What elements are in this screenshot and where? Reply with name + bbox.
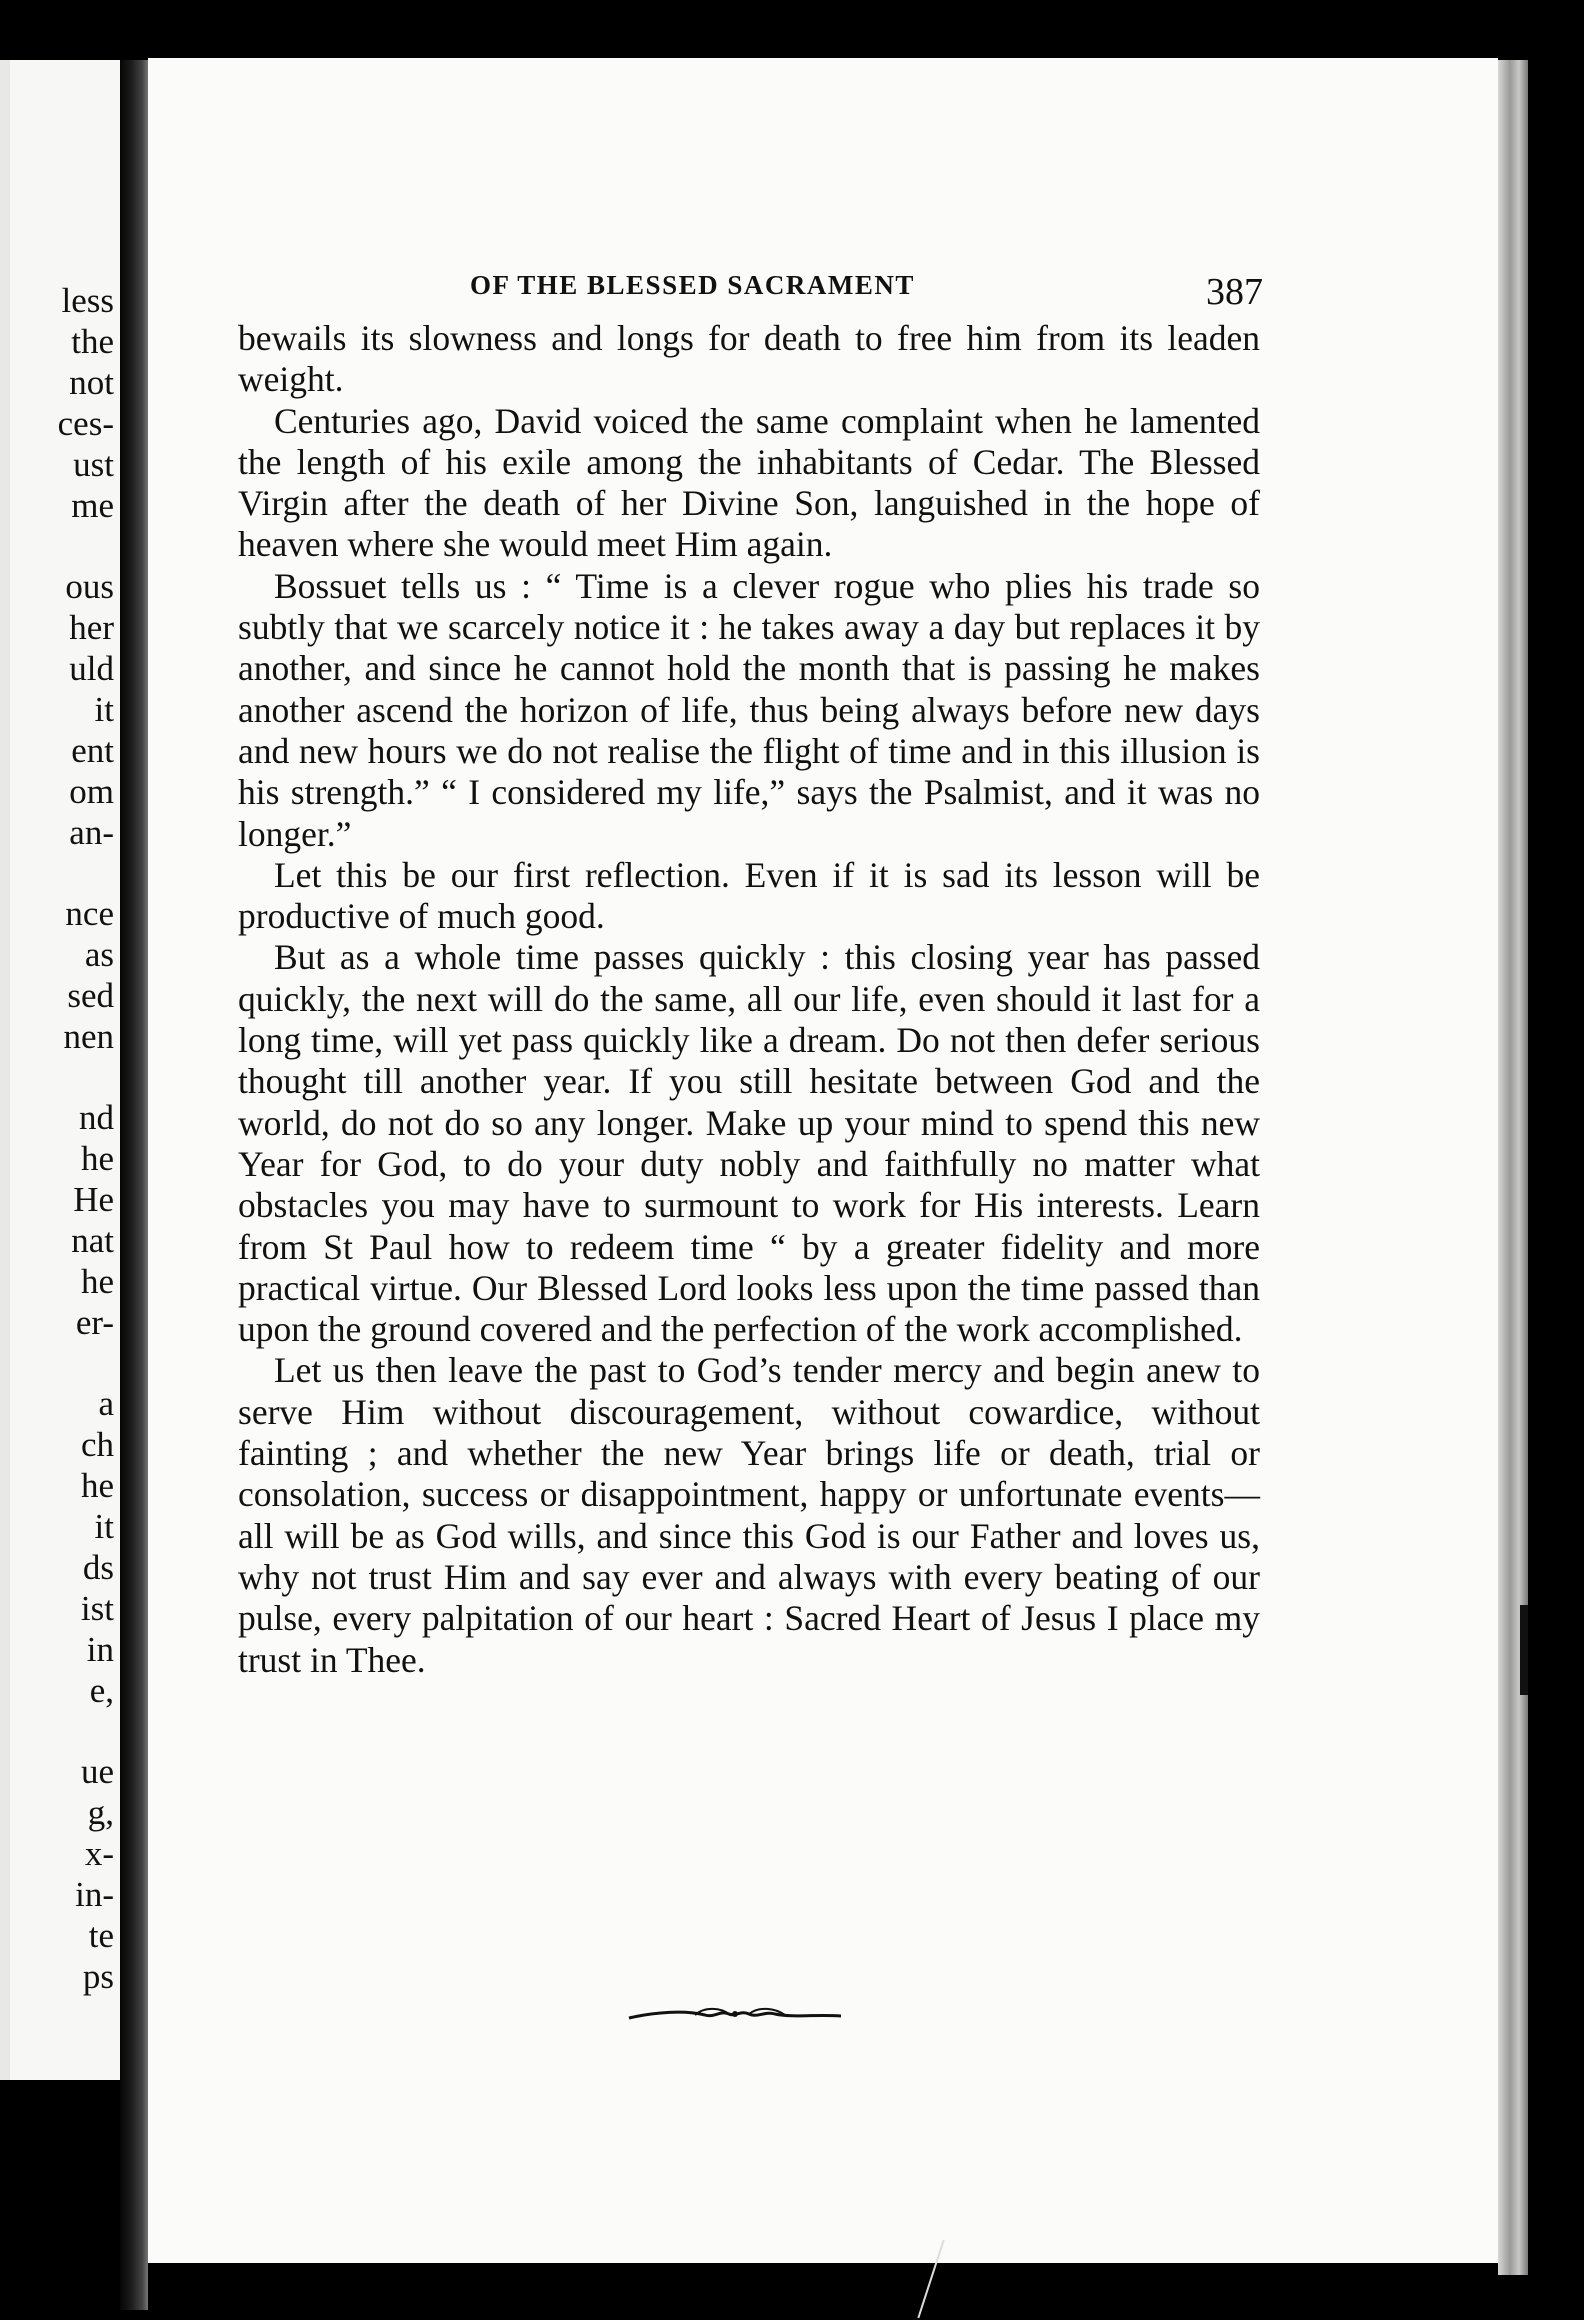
- facing-page-edge: [0, 60, 10, 2080]
- facing-page-line: [58, 853, 114, 893]
- facing-page-line: not: [69, 363, 114, 402]
- facing-page-line: nat: [71, 1221, 114, 1260]
- facing-page-line: an-: [69, 813, 114, 852]
- paragraph: But as a whole time passes quickly : this closing year has passed quickly, the next will do the same, all our life, even should it last for a long time, will yet pass quickly like a dream. Do not then defer serious thought till another year. If you still hesitate between God and the world, do not do so any longer. Make up your mind to spend this new Year for God, to do your duty nobly and faithfully no matter what obstacles you may have to surmount to work for His interests. Learn from St Paul how to redeem time “ by a greater fidelity and more practical virtue. Our Blessed Lord looks less upon the time passed than upon the ground covered and the perfection of the work accomplished.: [238, 937, 1260, 1350]
- paragraph: Let this be our first reflection. Even if it is sad its lesson will be productive of much good.: [238, 854, 1260, 937]
- paragraph: Bossuet tells us : “ Time is a clever rogue who plies his trade so subtly that we scarcely notice it : he takes away a day but replaces it by another, and since he cannot hold the month that is passing he makes another ascend the horizon of life, thus being always before new days and new hours we do not realise the flight of time and in this illusion is his strength.” “ I considered my life,” says the Psalmist, and it was no longer.”: [238, 565, 1260, 854]
- facing-page-line: [58, 526, 114, 566]
- facing-page-line: x-: [84, 1834, 114, 1873]
- facing-page-line: a: [98, 1384, 114, 1423]
- facing-page-line: he: [80, 1262, 114, 1301]
- facing-page: [0, 60, 120, 2080]
- facing-page-line: ue: [80, 1752, 114, 1791]
- facing-page-line: her: [69, 608, 114, 647]
- facing-page-line: me: [71, 486, 114, 525]
- facing-page-line: nce: [65, 894, 114, 933]
- paragraph: Let us then leave the past to God’s tender mercy and begin anew to serve Him without discouragement, without cowardice, without fainting ; and whether the new Year brings life or death, trial or consolation, success or disappointment, happy or unfortunate events—all will be as God wills, and since this God is our Father and loves us, why not trust Him and say ever and always with every beating of our pulse, every palpitation of our heart : Sacred Heart of Jesus I place my trust in Thee.: [238, 1350, 1260, 1680]
- facing-page-line: in-: [75, 1875, 114, 1914]
- facing-page-line: the: [71, 322, 114, 361]
- facing-page-line: g,: [87, 1793, 114, 1832]
- facing-page-line: he: [80, 1139, 114, 1178]
- facing-page-line: [58, 1057, 114, 1097]
- facing-page-line: it: [94, 690, 114, 729]
- facing-page-line: om: [69, 772, 114, 811]
- page-number: 387: [1206, 271, 1263, 313]
- facing-page-line: er-: [75, 1303, 114, 1342]
- facing-page-line: [58, 1343, 114, 1383]
- facing-page-line: ces-: [57, 404, 114, 443]
- running-head: OF THE BLESSED SACRAMENT: [470, 270, 915, 300]
- scroll-flourish-ornament-icon: [625, 2002, 845, 2028]
- facing-page-line: ent: [71, 731, 114, 770]
- paragraph: bewails its slowness and longs for death to free him from its leaden weight.: [238, 318, 1260, 400]
- facing-page-line: [58, 1711, 114, 1751]
- book-gutter: [120, 60, 148, 2310]
- facing-page-text: [58, 280, 114, 1997]
- facing-page-line: as: [84, 935, 114, 974]
- facing-page-line: nd: [79, 1098, 114, 1137]
- page-edge-mark: [1520, 1605, 1528, 1695]
- facing-page-line: sed: [67, 976, 114, 1015]
- facing-page-line: less: [61, 281, 114, 320]
- facing-page-line: ist: [80, 1589, 114, 1628]
- facing-page-line: nen: [63, 1017, 114, 1056]
- facing-page-line: He: [73, 1180, 114, 1219]
- facing-page-line: he: [80, 1466, 114, 1505]
- facing-page-line: it: [94, 1507, 114, 1546]
- facing-page-line: ust: [73, 445, 114, 484]
- facing-page-line: ous: [65, 567, 114, 606]
- facing-page-line: te: [88, 1916, 114, 1955]
- facing-page-line: ch: [80, 1425, 114, 1464]
- paragraph: Centuries ago, David voiced the same complaint when he lamented the length of his exile among the inhabitants of Cedar. The Blessed Virgin after the death of her Divine Son, languished in the hope of heaven where she would meet Him again.: [238, 400, 1260, 565]
- facing-page-line: ps: [82, 1957, 114, 1996]
- page-edge: [1498, 60, 1528, 2275]
- facing-page-line: in: [86, 1630, 114, 1669]
- facing-page-line: uld: [69, 649, 114, 688]
- facing-page-line: ds: [82, 1548, 114, 1587]
- body-text: [238, 318, 1260, 1681]
- facing-page-line: e,: [89, 1671, 114, 1710]
